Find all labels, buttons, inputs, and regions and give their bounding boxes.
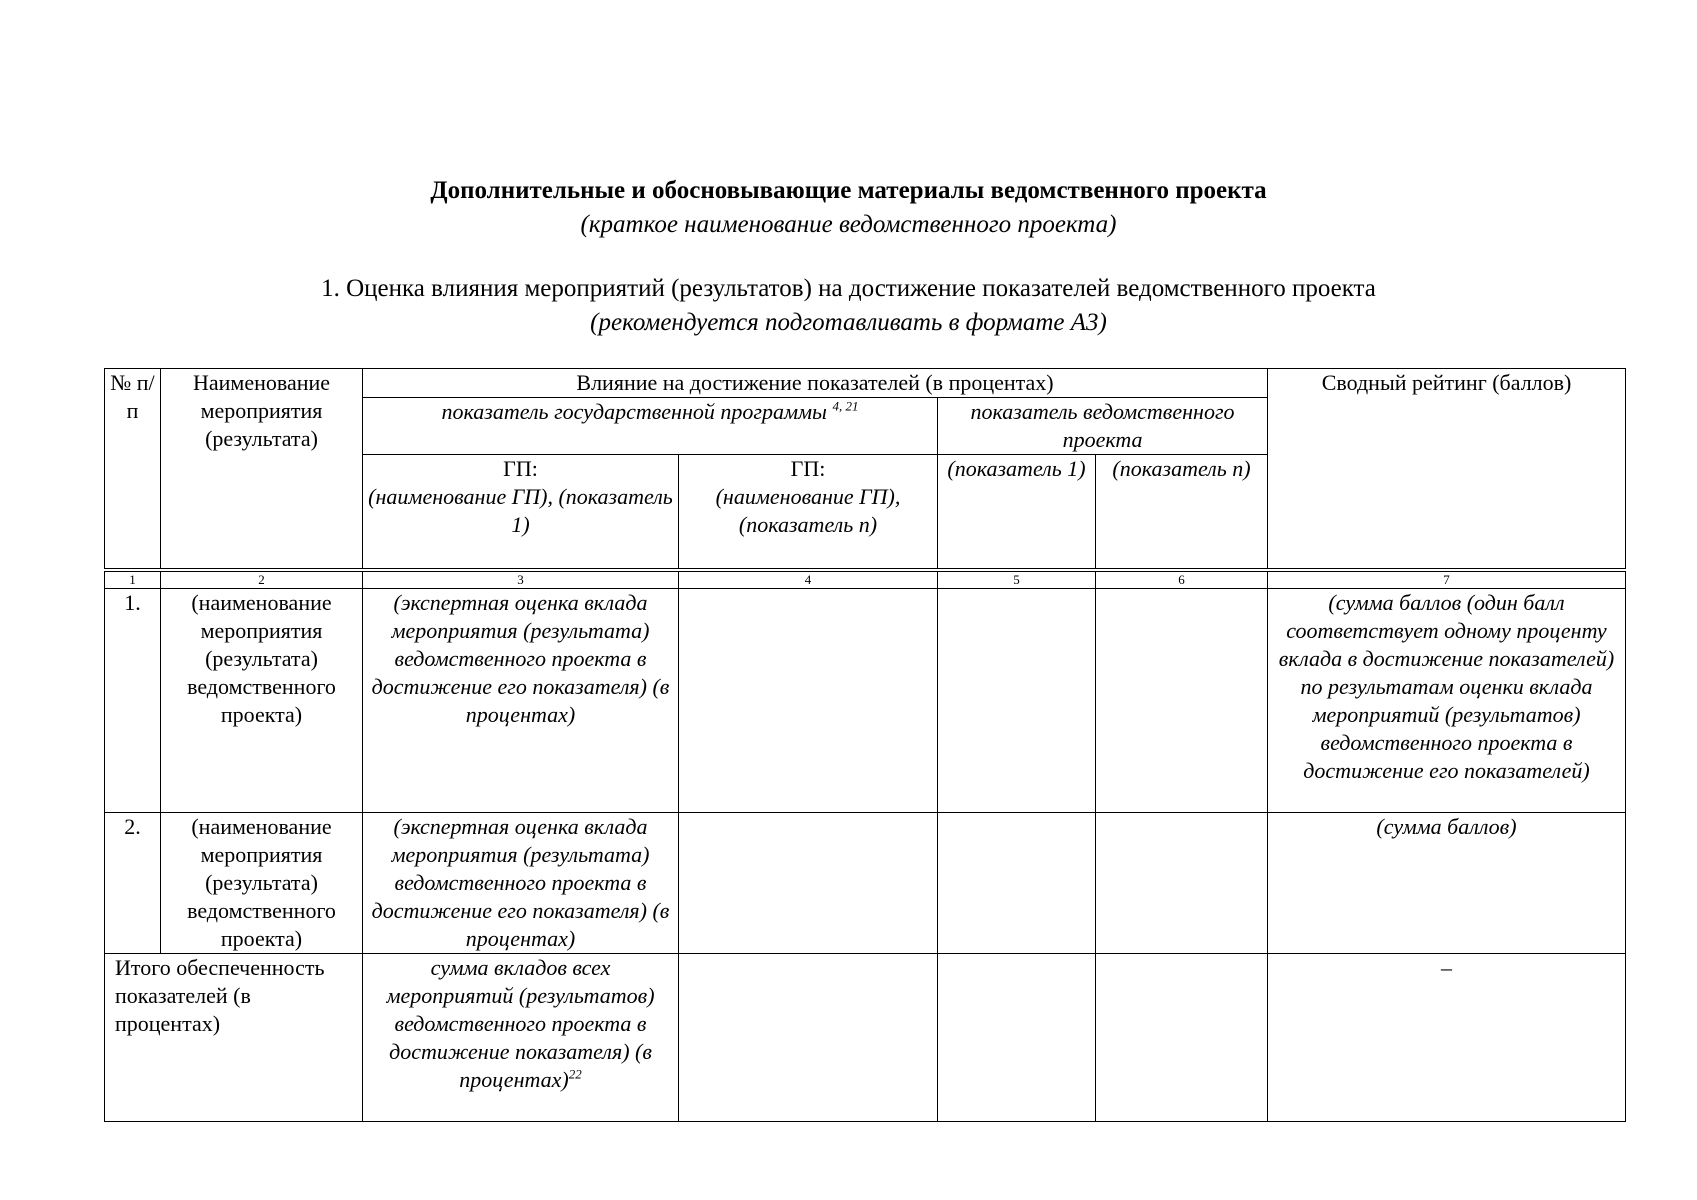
row-col5	[938, 813, 1096, 954]
column-number-row	[105, 572, 1626, 589]
header-name: Наименование мероприятия (результата)	[161, 369, 363, 569]
total-col7: –	[1268, 954, 1626, 1122]
header-gp-indicator	[363, 398, 938, 455]
gp-col1-text: (наименование ГП), (показатель 1)	[368, 484, 673, 537]
column-number: 1	[105, 572, 161, 589]
row-col6	[1096, 813, 1268, 954]
row-col6	[1096, 589, 1268, 813]
header-dept-col1: (показатель 1)	[938, 455, 1096, 569]
total-col4	[679, 954, 938, 1122]
gp-col1-label: ГП:	[503, 456, 538, 481]
section-subtitle: (рекомендуется подготавливать в формате А3)	[590, 309, 1107, 336]
row-num: 2.	[105, 813, 161, 954]
header-dept-indicator: показатель ведомственного проекта	[938, 398, 1268, 455]
header-gp-col1	[363, 455, 679, 569]
row-col4	[679, 589, 938, 813]
header-gp-col2	[679, 455, 938, 569]
body-table	[104, 571, 1626, 1122]
total-col3-footnote: 22	[568, 1066, 582, 1082]
column-number: 4	[679, 572, 938, 589]
gp-indicator-footnote: 4, 21	[832, 398, 859, 414]
row-col5	[938, 589, 1096, 813]
column-number: 5	[938, 572, 1096, 589]
header-table	[104, 368, 1626, 569]
row-name: (наименование мероприятия (результата) ведомственного проекта)	[161, 589, 363, 813]
row-col3: (экспертная оценка вклада мероприятия (результата) ведомственного проекта в достижение его показателя) (в процентах)	[363, 813, 679, 954]
column-number: 2	[161, 572, 363, 589]
header-num: № п/п	[105, 369, 161, 569]
header-summary: Сводный рейтинг (баллов)	[1268, 369, 1626, 569]
row-col3: (экспертная оценка вклада мероприятия (результата) ведомственного проекта в достижение его показателя) (в процентах)	[363, 589, 679, 813]
document-title: Дополнительные и обосновывающие материалы ведомственного проекта	[430, 177, 1267, 204]
column-number: 3	[363, 572, 679, 589]
gp-col2-text: (наименование ГП), (показатель n)	[715, 484, 901, 537]
row-name: (наименование мероприятия (результата) ведомственного проекта)	[161, 813, 363, 954]
column-number: 7	[1268, 572, 1626, 589]
total-col6	[1096, 954, 1268, 1122]
total-row	[105, 954, 1626, 1122]
header-dept-col2: (показатель n)	[1096, 455, 1268, 569]
total-col3-text: сумма вкладов всех мероприятий (результатов) ведомственного проекта в достижение показателя) (в процентах)	[386, 955, 655, 1092]
header-influence: Влияние на достижение показателей (в процентах)	[363, 369, 1268, 398]
row-col7: (сумма баллов (один балл соответствует одному проценту вклада в достижение показателей) по результатам оценки вклада мероприятий (результатов) ведомственного проекта в достижение его показателей)	[1268, 589, 1626, 813]
row-col7: (сумма баллов)	[1268, 813, 1626, 954]
row-col4	[679, 813, 938, 954]
table-row	[105, 589, 1626, 813]
total-label: Итого обеспеченность показателей (в процентах)	[105, 954, 363, 1122]
gp-indicator-text: показатель государственной программы	[441, 399, 827, 424]
row-num: 1.	[105, 589, 161, 813]
column-number: 6	[1096, 572, 1268, 589]
section-title: 1. Оценка влияния мероприятий (результатов) на достижение показателей ведомственного проекта	[321, 275, 1376, 302]
table-row	[105, 813, 1626, 954]
total-col3	[363, 954, 679, 1122]
document-subtitle: (краткое наименование ведомственного проекта)	[580, 211, 1117, 238]
gp-col2-label: ГП:	[790, 456, 826, 481]
total-col5	[938, 954, 1096, 1122]
